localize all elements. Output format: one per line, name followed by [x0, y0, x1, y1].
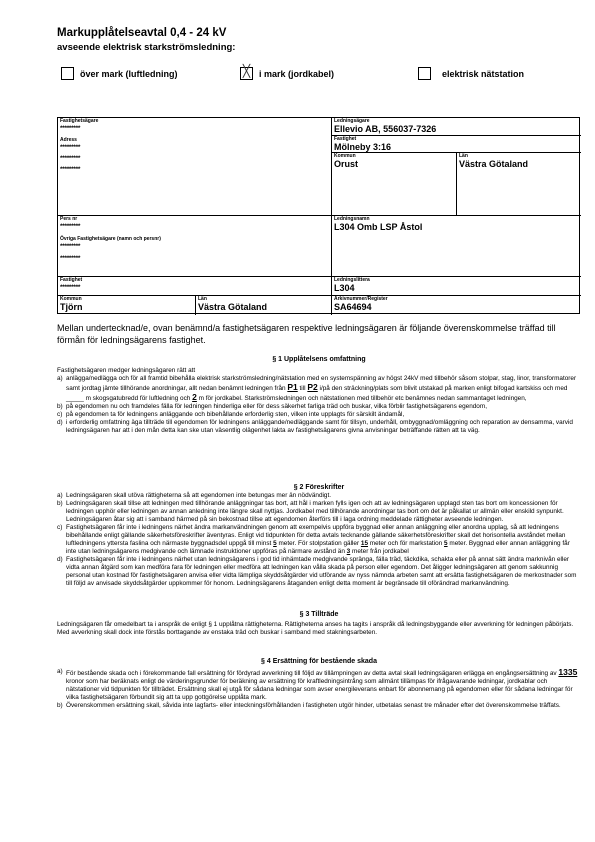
line-county-value[interactable]: Västra Götaland	[459, 159, 529, 169]
item-text: på egendomen ta för ledningens anläggande och bibehållande erforderlig sten, vilken inte upplagts för särskilt ändamål,	[66, 411, 405, 418]
line-name-value[interactable]: L304 Omb LSP Åstol	[334, 222, 423, 232]
persnr-label: Pers nr	[60, 216, 78, 222]
owner-label: Fastighetsägare	[60, 118, 99, 124]
section-2-item-b	[57, 500, 581, 524]
checkbox-substation[interactable]	[418, 67, 431, 80]
line-code-value[interactable]: L304	[334, 283, 355, 293]
archive-number-value[interactable]: SA64694	[334, 302, 372, 312]
line-property-label: Fastighet	[334, 136, 357, 142]
item-marker: d)	[57, 419, 63, 426]
section-4-heading: § 4 Ersättning för bestående skada	[261, 658, 377, 665]
ground-station-distance-value: 5	[444, 540, 448, 547]
other-owners-line-2[interactable]: *********	[60, 255, 81, 262]
section-2-c-text-2: meter. För stolpstation gäller	[278, 540, 360, 547]
line-owner-value[interactable]: Ellevio AB, 556037-7326	[334, 124, 437, 134]
section-4-a-text-2: kronor som har beräknats enligt de värderingsgrunder för beräkning av ersättning för kraftledningsintrång som allmänt tillämpas för ifrågavarande ledningar, jordkablar och nätstationer vid tidpunkten för tillträdet. Ersättning skall ej utgå för sådana ledningar som avser energileverans enbart för abonnemang på egendomen eller för sådana ledningar för vilka fastighetsägaren förbundit sig att ta upp gottgörelse upplåta mark.	[66, 678, 573, 701]
address-line-2[interactable]: *********	[60, 155, 81, 162]
section-2-item-d	[57, 556, 581, 588]
section-1-a-text-4: m för jordkabel. Starkströmsledningen och nätstationen med tillbehör etc benämnes nedan sammantaget ledningen,	[198, 395, 527, 402]
item-marker: b)	[57, 702, 63, 709]
other-owners-line-1[interactable]: *********	[60, 243, 81, 250]
section-1-a-text-2: i/på den sträckning/plats som blivit utstakad på marken enligt bifogad kartskiss och med	[319, 385, 568, 392]
section-1	[57, 355, 581, 435]
item-text: Ledningsägaren skall utöva rättigheterna så att egendomen inte betungas mer än nödvändigt.	[66, 492, 332, 499]
checkbox-underground-label: i mark (jordkabel)	[259, 69, 335, 79]
item-marker: c)	[57, 524, 63, 531]
owner-property-cell	[60, 277, 82, 293]
document-subtitle: avseende elektrisk starkströmsledning:	[57, 42, 236, 53]
cable-distance-value: 3	[346, 548, 351, 555]
line-owner-cell	[334, 118, 436, 135]
line-municipality-value[interactable]: Orust	[334, 159, 359, 169]
min-distance-value: 5	[273, 540, 277, 547]
section-2-item-c	[57, 524, 581, 556]
item-marker: b)	[57, 403, 63, 410]
till-word: till	[299, 385, 306, 392]
other-owners-cell	[60, 236, 161, 264]
checkbox-underground[interactable]	[240, 64, 253, 80]
section-2-c-text-1: Fastighetsägaren får inte i ledningens närhet ändra markanvändningen genom att exempelvis uppföra byggnad eller annan anläggning eller anordna upplag, så att ledningens bibehållande enligt gällande säkerhetsföreskrifter äventyras. Enligt vid tidpunkten för detta avtals tecknande gällande säkerhetsföreskrifter skall det horisontella avståndet mellan luftledningens yttersta faslina och närmaste byggnadsdel uppgå till minst	[66, 524, 566, 547]
section-1-heading: § 1 Upplåtelsens omfattning	[272, 356, 366, 363]
line-from-value: P1	[287, 382, 298, 392]
section-1-item-b	[57, 403, 581, 411]
checkbox-overhead[interactable]	[61, 67, 74, 80]
line-county-label: Län	[459, 153, 468, 159]
divider	[195, 295, 196, 315]
owner-county-label: Län	[198, 296, 207, 302]
item-marker: a)	[57, 492, 63, 499]
section-4-item-b	[57, 702, 581, 710]
line-name-label: Ledningsnamn	[334, 216, 370, 222]
item-text: på egendomen nu och framdeles fälla för ledningen hinderliga eller för dess säkerhet farliga träd och buskar, vilka förblir fastighetsägarens egendom,	[66, 403, 487, 410]
item-text: Överenskommen ersättning skall, såvida inte lagfarts- eller inteckningsförhållanden i fastigheten utgör hinder, utbetalas senast tre månader efter det överenskommelse träffats.	[66, 702, 561, 709]
section-2	[57, 483, 581, 588]
owner-cell	[60, 118, 98, 134]
address-line-1[interactable]: *********	[60, 144, 81, 151]
section-2-c-text-4: meter. Byggnad eller annan anläggning får inte utan ledningsägarens medgivande och lämnade instruktioner uppföras på närmare avstånd än	[66, 540, 570, 555]
owner-property-value[interactable]: *********	[60, 284, 81, 291]
compensation-amount: 1335	[558, 667, 578, 677]
section-1-item-c	[57, 411, 581, 419]
line-code-cell	[334, 277, 370, 294]
owner-municipality-value[interactable]: Tjörn	[60, 302, 83, 312]
section-4-a-text-1: För bestående skada och i förekommande fall ersättning för fördyrad avverkning till följd av tillämpningen av detta avtal skall ledningsägaren erlägga en engångsersättning av	[66, 670, 557, 677]
divider	[58, 295, 581, 296]
item-marker: c)	[57, 411, 63, 418]
forest-width-blank: _____	[66, 395, 84, 402]
section-1-item-a	[57, 375, 581, 403]
archive-number-cell	[334, 296, 388, 313]
item-text: i erforderlig omfattning äga tillträde till egendomen för ledningens anläggande/nedläggande samt för tillsyn, underhåll, ombyggnad/omläggning och reparation av densamma, varvid ledningsägaren har att i den mån detta kan ske utan väsentlig olägenhet lakta av fastighetsägarens givna anvisningar beträffande rätten att ta väg.	[66, 419, 573, 434]
address-label: Adress	[60, 137, 77, 143]
owner-county-value[interactable]: Västra Götaland	[198, 302, 268, 312]
pole-station-distance-value: 15	[360, 540, 368, 547]
section-3-heading: § 3 Tillträde	[299, 611, 339, 618]
line-county-cell	[459, 153, 528, 170]
section-4	[57, 657, 581, 710]
divider	[456, 152, 457, 215]
owner-value[interactable]: *********	[60, 125, 81, 132]
owner-county-cell	[198, 296, 267, 313]
divider	[58, 276, 581, 277]
section-2-c-text-3: meter och för markstation	[369, 540, 443, 547]
property-info-grid	[57, 117, 580, 314]
section-2-c-text-5: meter från jordkabel	[352, 548, 409, 555]
other-owners-label: Övriga Fastighetsägare (namn och persnr)	[60, 236, 161, 242]
checkbox-substation-label: elektrisk nätstation	[442, 69, 525, 79]
item-marker: d)	[57, 556, 63, 563]
section-3	[57, 610, 581, 637]
section-2-heading: § 2 Föreskrifter	[293, 484, 345, 491]
item-marker: b)	[57, 500, 63, 507]
item-marker: a)	[57, 668, 63, 675]
section-1-a-text-3: m skogsgatubredd för luftledning och	[85, 395, 191, 402]
divider	[331, 118, 332, 315]
section-3-text: Ledningsägaren får omedelbart ta i anspråk de enligt § 1 upplåtna rättigheterna. Rättigheterna anses ha tagits i anspråk då ledningsbyggande eller avverkning för ledningen påbörjats. Med avverkning skall dock inte förstås borttagande av enstaka träd och buskar i samband med stakningsarbeten.	[57, 621, 574, 636]
line-municipality-cell	[334, 153, 358, 170]
item-marker: a)	[57, 375, 63, 382]
item-text: Fastighetsägaren får inte i ledningens närhet utan ledningsägarens i god tid inhämtade medgivande spränga, fälla träd, täckdika, schakta eller på annat sätt ändra marknivån eller vidta annan åtgärd som kan medföra fara för ledningen eller medföra att ledningen kan vålla skada på person eller egendom. Det åligger ledningsägaren att genom sakkunnig personal utan kostnad för fastighetsägaren anvisa eller vidta lämpliga skyddsåtgärder vid utförande av nyss nämnda arbeten samt att ersätta fastighetsägaren de merkostnader som till följd av anvisade skyddsåtgärder uppkommer för honom. Ledningsägarens åtaganden enligt detta moment är begränsade till oförändrad markanvändning.	[66, 556, 577, 587]
divider	[58, 215, 581, 216]
line-owner-label: Ledningsägare	[334, 118, 370, 124]
section-1-a-text-1: anlägga/nedlägga och för all framtid bibehålla elektrisk starkströmsledning/nätstation med en systemspänning av högst 24kV med tillbehör såsom stolpar, stag, linor, transformatorer samt jordtag jämte tillhörande anordningar, allt nedan benämnt ledningen från	[66, 375, 577, 392]
check-mark-icon: ╳	[242, 64, 251, 78]
cable-width-value: 2	[192, 392, 197, 402]
line-property-cell	[334, 136, 391, 153]
persnr-value[interactable]: *********	[60, 223, 81, 230]
section-1-lead: Fastighetsägaren medger ledningsägaren rätt att	[57, 367, 196, 374]
cable-type-options	[0, 64, 595, 83]
line-municipality-label: Kommun	[334, 153, 356, 159]
address-cell	[60, 137, 80, 175]
section-2-item-a	[57, 492, 581, 500]
line-to-value: P2	[307, 382, 318, 392]
address-line-3[interactable]: *********	[60, 166, 81, 173]
line-code-label: Ledningslittera	[334, 277, 370, 283]
owner-municipality-label: Kommun	[60, 296, 82, 302]
line-property-value[interactable]: Mölneby 3:16	[334, 142, 392, 152]
section-4-item-a	[57, 668, 581, 702]
archive-number-label: Arkivnummer/Register	[334, 296, 388, 302]
checkbox-overhead-label: över mark (luftledning)	[80, 69, 178, 79]
owner-property-label: Fastighet	[60, 277, 83, 283]
owner-municipality-cell	[60, 296, 83, 313]
persnr-cell	[60, 216, 80, 232]
line-name-cell	[334, 216, 422, 233]
agreement-intro: Mellan undertecknad/e, ovan benämnd/a fastighetsägaren respektive ledningsägaren är följande överenskommelse träffad till förmån för ledningsägarens fastighet.	[57, 323, 556, 345]
document-title: Markupplåtelseavtal 0,4 - 24 kV	[57, 27, 227, 39]
section-1-item-d	[57, 419, 581, 435]
item-text: Ledningsägaren skall tillse att ledningen med tillhörande anläggningar tas bort, att hål i marken fylls igen och att av ledningsägaren upplagd sten tas bort om koncessionen för ledningen upphör eller ledningen av annan anledning inte längre skall nyttjas. Jordkabel med tillhörande anordningar tas bort om det är påkallat ur allmän eller enskild synpunkt. Ledningsägaren åtar sig att i samband härmed på sin bekostnad tillse att egendomen återförs till i laga ordning meddelade rättigheter avseende ledningen.	[66, 500, 564, 523]
